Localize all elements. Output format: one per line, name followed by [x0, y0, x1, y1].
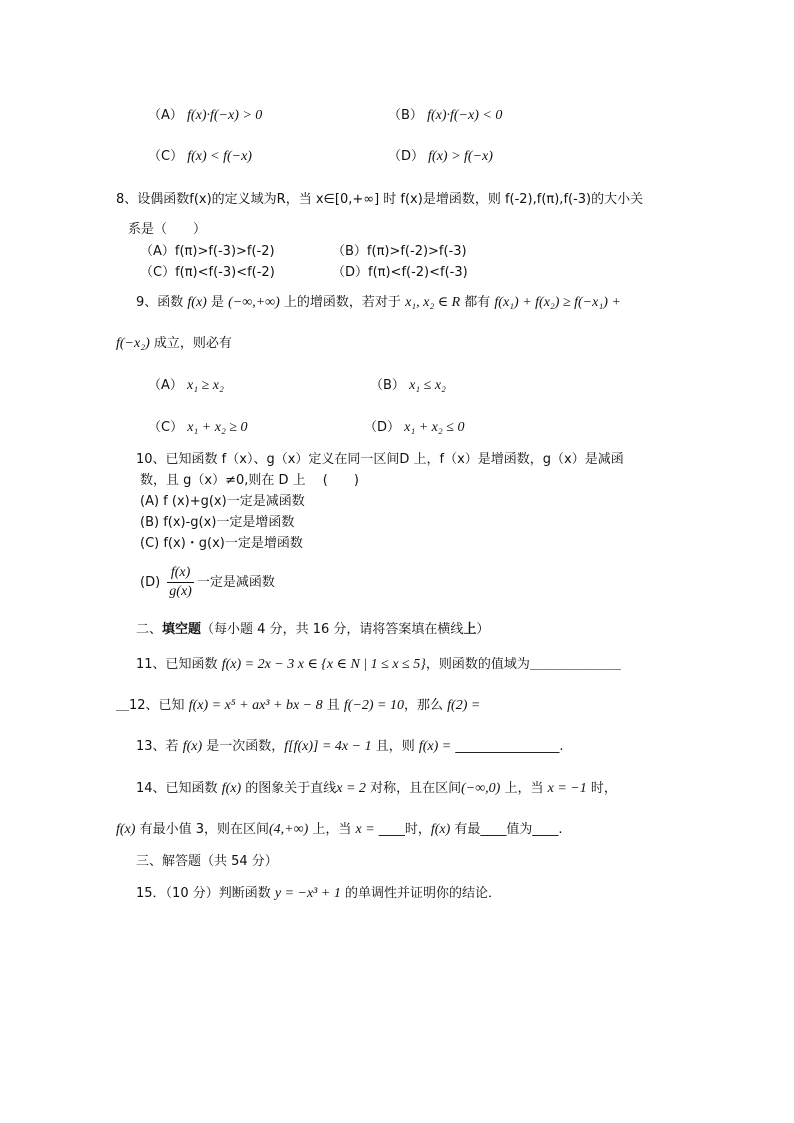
option-label: （A） — [148, 378, 183, 393]
fraction — [167, 564, 194, 601]
text: 9、函数 — [136, 295, 188, 310]
math-expr: f(−x₂) — [116, 336, 150, 351]
answer-blank: 有最____值为____. — [450, 822, 563, 837]
option-expr: f(x) > f(−x) — [428, 149, 493, 164]
option-expr: f(x)·f(−x) < 0 — [427, 108, 503, 123]
q15 — [136, 884, 501, 904]
math-expr: f(x) = x⁵ + ax³ + bx − 8 — [188, 698, 323, 713]
text: 13、若 — [136, 739, 183, 754]
text: 有最小值 3，则在区间 — [135, 822, 269, 837]
option-label: （C） — [148, 149, 184, 164]
text: ＿12、已知 — [116, 698, 189, 713]
q10-option-a: (A) f (x)+g(x)一定是减函数 — [140, 494, 305, 509]
q9-option-d — [364, 418, 464, 438]
text: 的单调性并证明你的结论． — [340, 886, 501, 901]
q8-stem-line1: 8、设偶函数f(x)的定义域为R，当 x∈[0,+∞] 时 f(x)是增函数，则 f(-2),f(π),f(-3)的大小关 — [116, 192, 644, 207]
text: 且 — [322, 698, 344, 713]
option-expr: x₁ ≤ x₂ — [409, 378, 446, 393]
q11 — [136, 655, 621, 675]
q10-stem-line2: 数，且 g（x）≠0,则在 D 上 ( ) — [140, 473, 359, 488]
math-expr: f(x) = 2x − 3 x ∈ {x ∈ N | 1 ≤ x ≤ 5} — [221, 657, 426, 672]
option-expr: x₁ + x₂ ≥ 0 — [187, 420, 248, 435]
math-expr: f[f(x)] = 4x − 1 — [284, 739, 372, 754]
math-expr: (−∞,+∞) — [228, 295, 280, 310]
math-expr: f(x) — [221, 781, 242, 796]
q9-option-c — [148, 418, 248, 438]
text: 且，则 — [371, 739, 419, 754]
text: 15．（10 分）判断函数 — [136, 886, 275, 901]
math-expr: x = 2 — [336, 781, 366, 796]
option-label: （D） — [388, 149, 425, 164]
text: （每小题 4 分，共 16 分，请将答案填在横线 — [201, 622, 464, 637]
q7-option-b — [388, 106, 502, 126]
q8-option-b: （B）f(π)>f(-2)>f(-3) — [332, 244, 467, 259]
text: 上的增函数，若对于 — [279, 295, 406, 310]
q7-option-c — [148, 147, 252, 167]
fraction-numerator: f(x) — [167, 564, 194, 583]
option-expr: x₁ + x₂ ≤ 0 — [404, 420, 465, 435]
q9-option-a — [148, 376, 224, 396]
text: 对称，且在区间 — [365, 781, 462, 796]
q8-option-c: （C）f(π)<f(-3)<f(-2) — [140, 265, 275, 280]
q8-stem-line2: 系是（ ） — [128, 222, 207, 237]
math-expr: f(x) — [430, 822, 451, 837]
option-expr: f(x)·f(−x) > 0 — [187, 108, 263, 123]
math-expr: (4,+∞) — [268, 822, 309, 837]
answer-blank: ，则函数的值域为＿＿＿＿＿＿＿ — [425, 657, 621, 672]
text: ） — [476, 622, 490, 637]
q9-stem-line2 — [116, 334, 232, 354]
math-expr: x = — [355, 822, 375, 837]
math-expr: f(x) — [116, 822, 136, 837]
q10-option-d — [140, 562, 275, 604]
option-label: (D) — [140, 575, 161, 590]
q9-stem-line1 — [136, 293, 621, 313]
text: 上 — [463, 622, 477, 637]
option-label: （D） — [364, 420, 401, 435]
option-expr: x₁ ≥ x₂ — [187, 378, 224, 393]
text: 填空题 — [162, 622, 202, 637]
fraction-denominator: g(x) — [169, 584, 192, 599]
q8-option-d: （D）f(π)<f(-2)<f(-3) — [332, 265, 468, 280]
q10-option-b: (B) f(x)-g(x)一定是增函数 — [140, 515, 295, 530]
option-expr: f(x) < f(−x) — [187, 149, 252, 164]
math-expr: f(x) — [182, 739, 203, 754]
option-label: （B） — [370, 378, 405, 393]
math-expr: f(2) = — [447, 698, 481, 713]
text: 一定是减函数 — [196, 575, 275, 590]
text: 都有 — [460, 295, 495, 310]
text: 的图象关于直线 — [241, 781, 337, 796]
math-expr: f(−2) = 10 — [343, 698, 404, 713]
text: 是一次函数， — [202, 739, 285, 754]
q10-option-c: (C) f(x)・g(x)一定是增函数 — [140, 536, 303, 551]
answer-blank: ____时， — [374, 822, 431, 837]
answer-blank: ________________. — [451, 739, 564, 754]
math-expr: y = −x³ + 1 — [274, 886, 341, 901]
text: ，那么 — [404, 698, 448, 713]
q12 — [116, 696, 480, 716]
math-expr: (−∞,0) — [461, 781, 501, 796]
q7-option-d — [388, 147, 493, 167]
q13 — [136, 737, 564, 757]
q10-stem-line1: 10、已知函数 f（x）、g（x）定义在同一区间D 上，f（x）是增函数，g（x）是减函 — [136, 452, 624, 467]
text: 是 — [206, 295, 229, 310]
text: 时， — [586, 781, 617, 796]
option-label: （A） — [148, 108, 183, 123]
option-label: （B） — [388, 108, 423, 123]
q9-option-b — [370, 376, 446, 396]
section-heading-fill-in — [136, 620, 489, 640]
q14-line1 — [136, 779, 617, 799]
math-expr: x = −1 — [547, 781, 587, 796]
text: 上，当 — [308, 822, 356, 837]
q8-option-a: （A）f(π)>f(-3)>f(-2) — [140, 244, 275, 259]
text: 14、已知函数 — [136, 781, 222, 796]
math-expr: f(x) = — [418, 739, 452, 754]
text: 11、已知函数 — [136, 657, 222, 672]
q14-line2 — [116, 820, 563, 840]
text: 成立，则必有 — [149, 336, 232, 351]
section-heading-solutions: 三、解答题（共 54 分） — [136, 854, 278, 869]
math-expr: x₁, x₂ ∈ R — [405, 295, 461, 310]
option-label: （C） — [148, 420, 184, 435]
math-expr: f(x) — [187, 295, 207, 310]
text: 二、 — [136, 622, 163, 637]
math-expr: f(x₁) + f(x₂) ≥ f(−x₁) + — [494, 295, 621, 310]
q7-option-a — [148, 106, 262, 126]
text: 上，当 — [500, 781, 548, 796]
